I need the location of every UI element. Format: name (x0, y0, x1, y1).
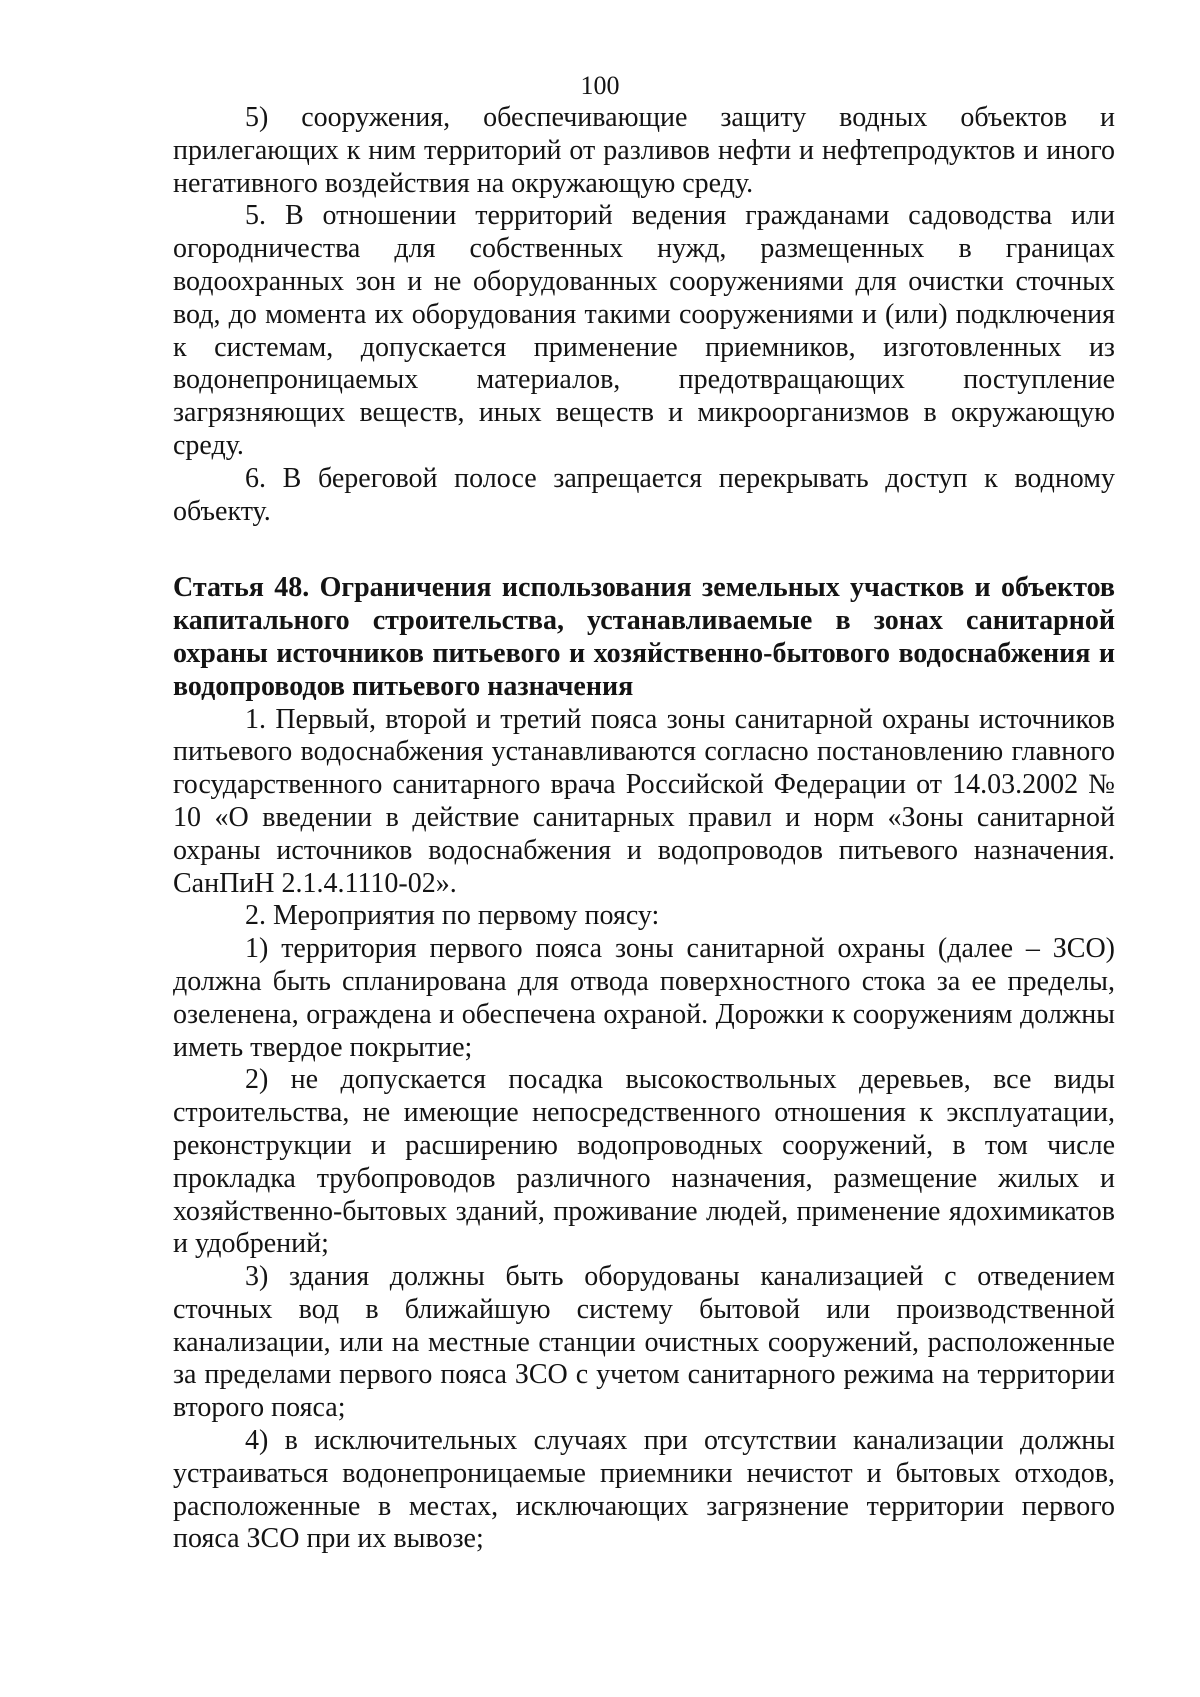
paragraph-2-first-belt-measures: 2. Мероприятия по первому поясу: (245, 900, 660, 932)
paragraph-item-5-structures: 5) сооружения, обеспечивающие защиту водных объектов и прилегающих к ним территорий от разливов нефти и нефтепродуктов и иного негативного воздействия на окружающую среду. (173, 102, 1115, 199)
document-body (173, 102, 1115, 1556)
paragraph-5-gardening-territories: 5. В отношении территорий ведения гражданами садоводства или огородничества для собственных нужд, размещенных в границах водоохранных зон и не оборудованных сооружениями для очистки сточных вод, до момента их оборудования такими сооружениями и (или) подключения к системам, допускается применение приемников, изготовленных из водонепроницаемых материалов, предотвращающих поступление загрязняющих веществ, иных веществ и микроорганизмов в окружающую среду. (173, 200, 1115, 461)
paragraph-6-shore-strip: 6. В береговой полосе запрещается перекрывать доступ к водному объекту. (173, 462, 1115, 527)
paragraph-1-protection-zones: 1. Первый, второй и третий пояса зоны санитарной охраны источников питьевого водоснабжения устанавливаются согласно постановлению главного государственного санитарного врача Российской Федерации от 14.03.2002 № 10 «О введении в действие санитарных правил и норм «Зоны санитарной охраны источников водоснабжения и водопроводов питьевого назначения. СанПиН 2.1.4.1110-02». (173, 703, 1115, 899)
list-item-1-territory: 1) территория первого пояса зоны санитарной охраны (далее – ЗСО) должна быть спланирована для отвода поверхностного стока за ее пределы, озеленена, ограждена и обеспечена охраной. Дорожки к сооружениям должны иметь твердое покрытие; (173, 933, 1115, 1063)
list-item-4-waste-receivers: 4) в исключительных случаях при отсутствии канализации должны устраиваться водонепроницаемые приемники нечистот и бытовых отходов, расположенные в местах, исключающих загрязнение территории первого пояса ЗСО при их вывозе; (173, 1425, 1115, 1555)
article-48-heading: Статья 48. Ограничения использования земельных участков и объектов капитального строительства, устанавливаемые в зонах санитарной охраны источников питьевого и хозяйственно-бытового водоснабжения и водопроводов питьевого назначения (173, 572, 1115, 702)
list-item-2-prohibitions: 2) не допускается посадка высокоствольных деревьев, все виды строительства, не имеющие непосредственного отношения к эксплуатации, реконструкции и расширению водопроводных сооружений, в том числе прокладка трубопроводов различного назначения, размещение жилых и хозяйственно-бытовых зданий, проживание людей, применение ядохимикатов и удобрений; (173, 1064, 1115, 1260)
section-spacer (173, 528, 1115, 572)
page-number: 100 (580, 71, 620, 100)
list-item-3-sewerage: 3) здания должны быть оборудованы канализацией с отведением сточных вод в ближайшую систему бытовой или производственной канализации, или на местные станции очистных сооружений, расположенные за пределами первого пояса ЗСО с учетом санитарного режима на территории второго пояса; (173, 1261, 1115, 1424)
